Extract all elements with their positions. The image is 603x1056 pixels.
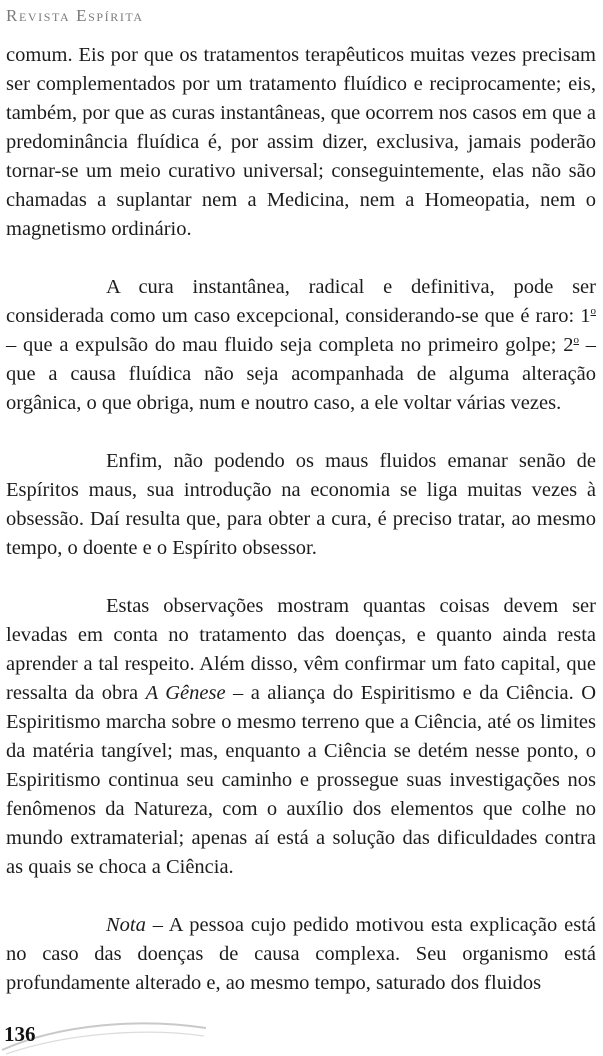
paragraph-2-part-3: – que a causa fluídica não seja acompanhada de alguma alteração orgânica, o que obriga, num e noutro caso, a ele voltar várias vezes. [6,334,596,414]
running-head: Revista Espírita [6,6,144,25]
body-text [6,41,596,998]
paragraph-4-part-2: – a aliança do Espiritismo e da Ciência. O Espiritismo marcha sobre o mesmo terreno que a Ciência, até os limites da matéria tangível; mas, enquanto a Ciência se detém nesse ponto, o Espiritismo continua seu caminho e prossegue suas investigações nos fenômenos da Natureza, com o auxílio dos elementos que colhe no mundo extramaterial; apenas aí está a solução das dificuldades contra as quais se choca a Ciência. [6,682,597,878]
paragraph-2-part-2: – que a expulsão do mau fluido seja completa no primeiro golpe; 2 [6,334,574,356]
note-label: Nota [106,914,146,936]
page-number: 136 [4,1022,36,1046]
paragraph-5-note [6,911,596,998]
paragraph-4-part-1: Estas observações mostram quantas coisas devem ser levadas em conta no tratamento das doenças, e quanto ainda resta aprender a tal respeito. Além disso, vêm confirmar um fato capital, que ressalta da obra [6,595,596,704]
paragraph-2-part-1: A cura instantânea, radical e definitiva, pode ser considerada como um caso excepcional, considerando-se que é raro: 1 [6,276,596,327]
paragraph-3: Enfim, não podendo os maus fluidos emanar senão de Espíritos maus, sua introdução na economia se liga muitas vezes à obsessão. Daí resulta que, para obter a cura, é preciso tratar, ao mesmo tempo, o doente e o Espírito obsessor. [6,450,596,559]
ordinal-marker-1: o [590,305,596,317]
ordinal-marker-2: o [573,334,579,346]
paragraph-4 [6,592,596,882]
paragraph-1: comum. Eis por que os tratamentos terapêuticos muitas vezes precisam ser complementados por um tratamento fluídico e reciprocamente; eis, também, por que as curas instantâneas, que ocorrem nos casos em que a predominância fluídica é, por assim dizer, exclusiva, jamais poderão tornar-se um meio curativo universal; conseguintemente, elas não são chamadas a suplantar nem a Medicina, nem a Homeopatia, nem o magnetismo ordinário. [6,44,596,240]
paragraph-2 [6,273,596,418]
book-title-a-genese: A Gênese [145,682,226,704]
note-text: – A pessoa cujo pedido motivou esta explicação está no caso das doenças de causa complexa. Seu organismo está profundamente alterado e, ao mesmo tempo, saturado dos fluidos [6,914,596,994]
